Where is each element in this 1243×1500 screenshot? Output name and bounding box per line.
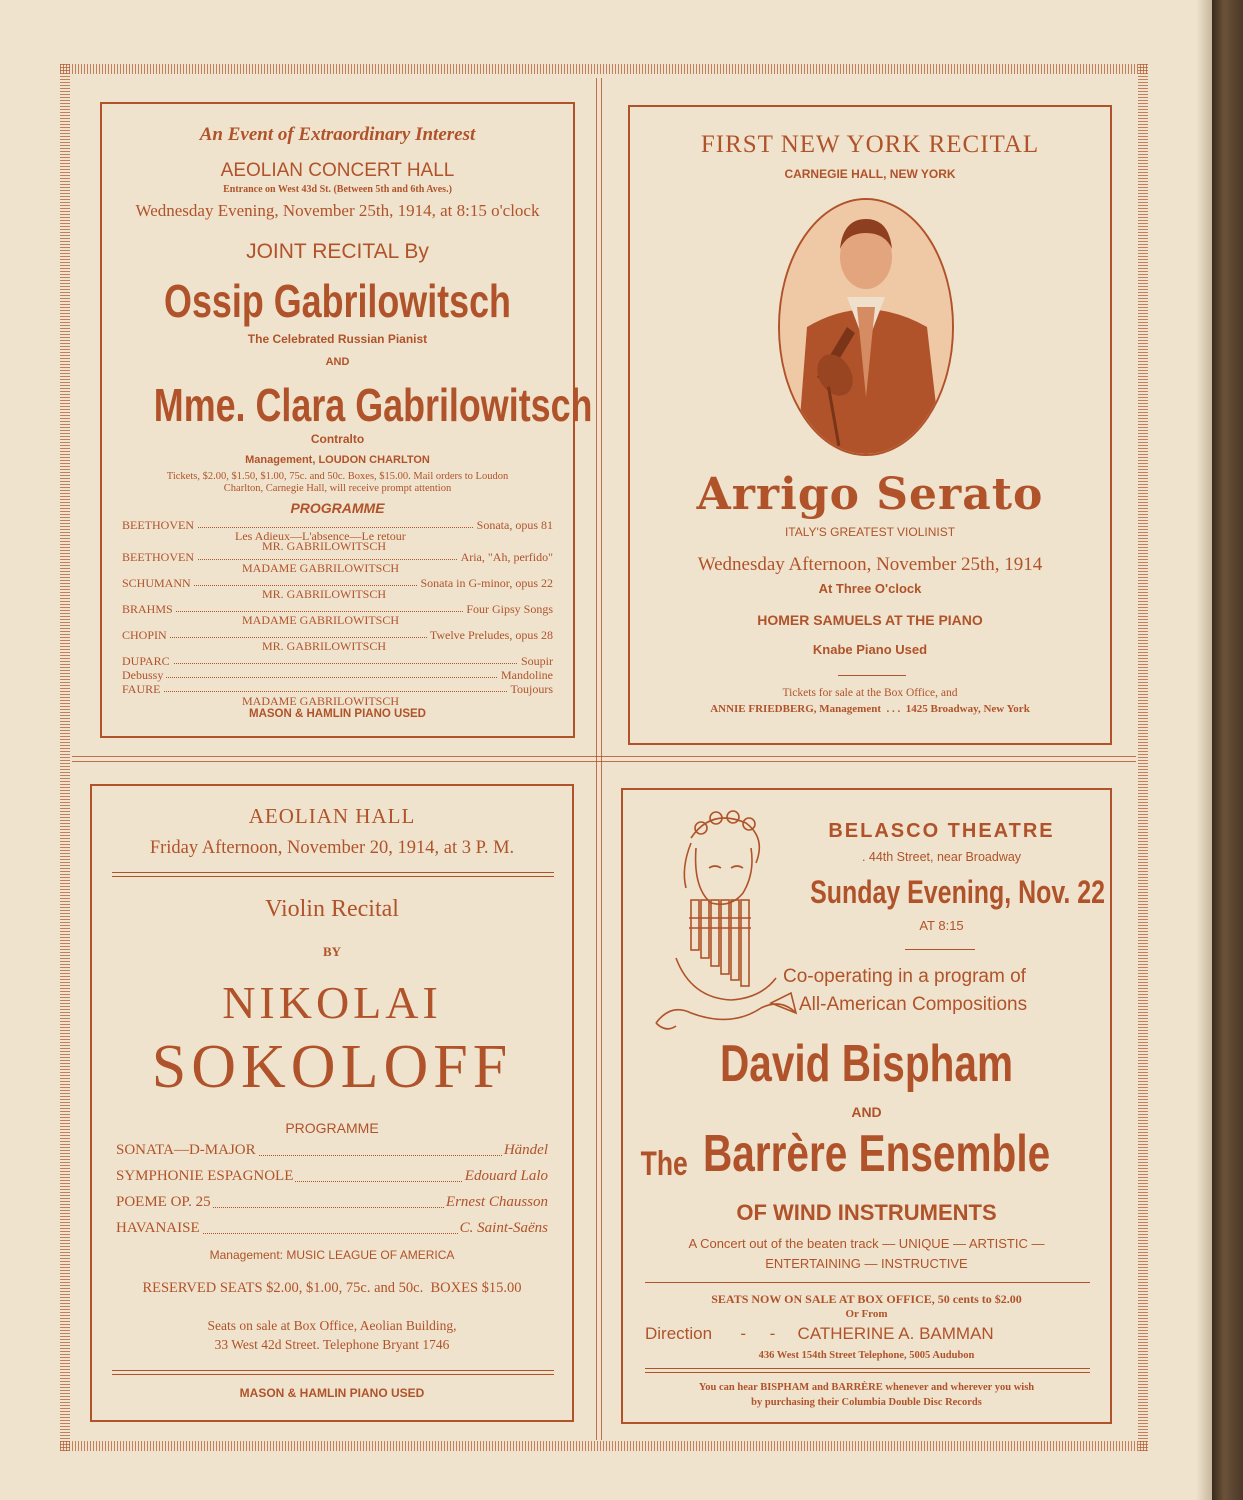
programme-row: DUPARC Soupir xyxy=(122,654,553,668)
management: Management: MUSIC LEAGUE OF AMERICA xyxy=(209,1248,455,1262)
programme-row: Debussy Mandoline xyxy=(122,668,553,682)
ensemble-desc: OF WIND INSTRUMENTS xyxy=(736,1200,997,1225)
entrance: Entrance on West 43d St. (Between 5th and 6th Aves.) xyxy=(223,184,452,195)
event-date: Wednesday Evening, November 25th, 1914, at 8:15 o'clock xyxy=(135,201,540,220)
direction-address: 436 West 154th Street Telephone, 5005 Audubon xyxy=(758,1350,975,1361)
joint-recital: JOINT RECITAL By xyxy=(246,240,429,263)
divider-horizontal-inner xyxy=(72,761,1136,762)
border-hatch-left xyxy=(60,64,70,1451)
tickets-line-2: Charlton, Carnegie Hall, will receive prompt attention xyxy=(223,483,452,494)
programme-performer: MADAME GABRILOWITSCH xyxy=(242,694,399,708)
management-line: ANNIE FRIEDBERG, Management . . . 1425 Broadway, New York xyxy=(710,703,1030,715)
programme-label: PROGRAMME xyxy=(290,500,385,516)
event-date: Wednesday Afternoon, November 25th, 1914 xyxy=(697,554,1043,575)
programme-note: Les Adieux—L'absence—Le retour xyxy=(235,529,406,543)
artist-ossip: Ossip Gabrilowitsch xyxy=(164,275,511,327)
programme-row: BRAHMS Four Gipsy Songs xyxy=(122,602,553,616)
divider-horizontal xyxy=(72,756,1136,757)
by-label: BY xyxy=(322,944,342,959)
divider-vertical xyxy=(596,78,597,1440)
seats-line: SEATS NOW ON SALE AT BOX OFFICE, 50 cents to $2.00 xyxy=(711,1292,1022,1306)
programme-performer: MR. GABRILOWITSCH xyxy=(262,539,387,553)
programme-row: BEETHOVEN Aria, "Ah, perfido" xyxy=(122,550,553,564)
direction-line: Direction - - CATHERINE A. BAMMAN xyxy=(645,1324,994,1343)
ad-sokoloff xyxy=(90,784,574,1422)
rule xyxy=(112,876,554,877)
piano-note: MASON & HAMLIN PIANO USED xyxy=(249,708,426,720)
rule xyxy=(645,1282,1090,1283)
programme-list xyxy=(122,518,553,708)
artist-ossip-desc: The Celebrated Russian Pianist xyxy=(247,332,428,346)
rule xyxy=(905,949,975,950)
portrait-photo xyxy=(777,197,955,457)
tickets-line-1: Tickets, $2.00, $1.50, $1.00, 75c. and 50c. Boxes, $15.00. Mail orders to Loudon xyxy=(166,471,509,482)
artist-first-name: NIKOLAI xyxy=(222,977,442,1028)
artist-name: Arrigo Serato xyxy=(696,469,1044,520)
artist-last-name: SOKOLOFF xyxy=(151,1033,513,1101)
accompanist: HOMER SAMUELS AT THE PIANO xyxy=(757,612,983,628)
programme-row: SONATA—D-MAJOR Händel xyxy=(116,1142,548,1158)
divider-vertical-inner xyxy=(601,78,602,1440)
event-time: At Three O'clock xyxy=(818,581,922,596)
header-block xyxy=(773,790,1110,990)
programme-list xyxy=(116,1142,548,1242)
rule xyxy=(645,1372,1090,1373)
border-hatch-bottom xyxy=(60,1441,1148,1451)
artist-clara-desc: Contralto xyxy=(310,432,365,446)
programme-performer: MR. GABRILOWITSCH xyxy=(262,587,387,601)
ensemble-name: Barrère Ensemble xyxy=(703,1125,1051,1183)
piano-note: Knabe Piano Used xyxy=(812,642,928,657)
venue: AEOLIAN HALL xyxy=(248,804,416,828)
ad-bispham-barrere xyxy=(621,788,1112,1424)
recital-title: Violin Recital xyxy=(265,896,399,922)
address: . 44th Street, near Broadway xyxy=(861,850,1022,864)
rule xyxy=(838,675,906,676)
and-label: AND xyxy=(851,1104,882,1120)
tagline: An Event of Extraordinary Interest xyxy=(199,124,476,145)
reserved-seats: RESERVED SEATS $2.00, $1.00, 75c. and 50c. BOXES $15.00 xyxy=(142,1280,522,1296)
artist-bispham: David Bispham xyxy=(719,1035,1014,1093)
binding-edge xyxy=(1212,0,1243,1500)
programme-row: POEME OP. 25 Ernest Chausson xyxy=(116,1194,548,1210)
programme-performer: MADAME GABRILOWITSCH xyxy=(242,613,399,627)
page-shadow xyxy=(1196,0,1212,1500)
programme-row: SCHUMANN Sonata in G-minor, opus 22 xyxy=(122,576,553,590)
programme-row: BEETHOVEN Sonata, opus 81 xyxy=(122,518,553,532)
rule xyxy=(112,1374,554,1375)
rule xyxy=(112,1370,554,1371)
concert-line-1: A Concert out of the beaten track — UNIQUE — ARTISTIC — xyxy=(688,1236,1045,1251)
venue: CARNEGIE HALL, NEW YORK xyxy=(784,167,956,181)
programme-row: SYMPHONIE ESPAGNOLE Edouard Lalo xyxy=(116,1168,548,1184)
footer-line-1: You can hear BISPHAM and BARRÈRE whenever and wherever you wish xyxy=(698,1382,1035,1393)
footer-line-2: by purchasing their Columbia Double Disc Records xyxy=(751,1397,982,1408)
coop-line-1: Co-operating in a program of xyxy=(783,966,1026,987)
programme-performer: MR. GABRILOWITSCH xyxy=(262,639,387,653)
ad-gabrilowitsch xyxy=(100,102,593,738)
rule xyxy=(645,1368,1090,1369)
sale-line-1: Seats on sale at Box Office, Aeolian Building, xyxy=(207,1318,457,1333)
programme-label: PROGRAMME xyxy=(285,1120,379,1136)
programme-row: HAVANAISE C. Saint-Saëns xyxy=(116,1220,548,1236)
venue: AEOLIAN CONCERT HALL xyxy=(220,160,455,181)
piano-note: MASON & HAMLIN PIANO USED xyxy=(239,1386,425,1400)
artist-desc: ITALY'S GREATEST VIOLINIST xyxy=(784,525,956,539)
heading: FIRST NEW YORK RECITAL xyxy=(700,131,1040,158)
programme-row: FAURE Toujours xyxy=(122,682,553,696)
tickets-note: Tickets for sale at the Box Office, and xyxy=(782,687,958,699)
and-label: AND xyxy=(325,356,350,368)
venue: BELASCO THEATRE xyxy=(828,820,1055,842)
programme-row: CHOPIN Twelve Preludes, opus 28 xyxy=(122,628,553,642)
ad-serato xyxy=(628,105,1112,745)
border-hatch-right xyxy=(1138,64,1148,1451)
rule xyxy=(112,872,554,873)
ensemble-line xyxy=(623,1124,1110,1184)
ensemble-the: The xyxy=(640,1145,688,1183)
concert-line-2: ENTERTAINING — INSTRUCTIVE xyxy=(765,1256,968,1271)
programme-performer: MADAME GABRILOWITSCH xyxy=(242,561,399,575)
sale-line-2: 33 West 42d Street. Telephone Bryant 1746 xyxy=(214,1337,450,1352)
or-from: Or From xyxy=(845,1308,888,1320)
event-date: Sunday Evening, Nov. 22 xyxy=(810,874,1106,910)
event-date: Friday Afternoon, November 20, 1914, at 3 P. M. xyxy=(149,838,515,858)
management: Management, LOUDON CHARLTON xyxy=(245,454,430,466)
event-time: AT 8:15 xyxy=(919,918,964,933)
border-hatch-top xyxy=(60,64,1148,74)
coop-line-2: All-American Compositions xyxy=(799,994,1028,1015)
artist-clara: Mme. Clara Gabrilowitsch xyxy=(153,379,593,431)
